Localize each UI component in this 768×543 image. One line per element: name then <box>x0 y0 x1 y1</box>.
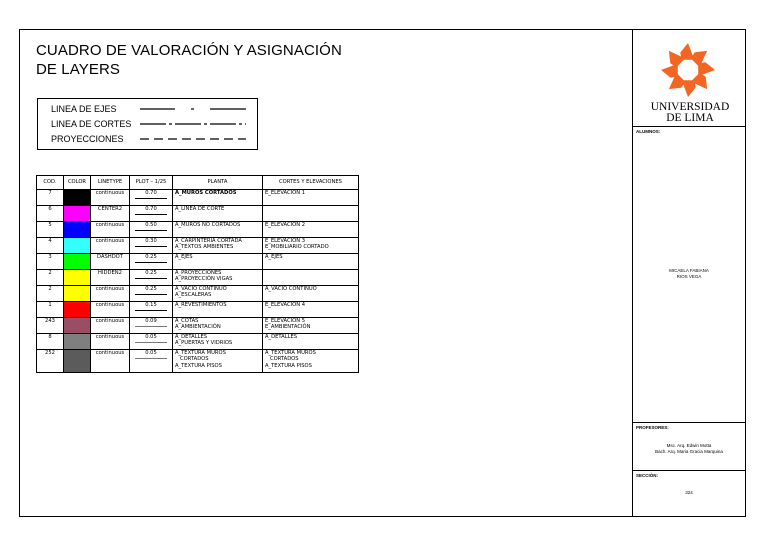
layer-cortes <box>263 206 359 222</box>
layer-color-swatch <box>64 318 91 334</box>
professor-name-line2: Bach. Arq. Maria Gracia Marquina <box>655 449 723 454</box>
layer-cortes <box>263 270 359 286</box>
profesores-label: PROFESORES: <box>636 425 669 430</box>
layer-cortes <box>263 286 359 302</box>
layer-cortes <box>263 334 359 350</box>
layer-planta <box>173 238 263 254</box>
cortes-entry: E_ELEVACIÓN 3 <box>265 238 306 244</box>
layer-planta <box>173 350 263 373</box>
plot-value: 0.15 <box>145 302 157 308</box>
layer-cortes <box>263 318 359 334</box>
legend-label-proyecciones: PROYECCIONES <box>51 134 124 144</box>
layer-code: 7 <box>37 190 64 206</box>
plot-value: 0.70 <box>145 206 157 212</box>
plot-weight-sample <box>135 358 167 359</box>
column-header: COLOR <box>64 176 91 190</box>
layer-color-swatch <box>64 286 91 302</box>
table-row <box>37 302 359 318</box>
cortes-entry: E_ELEVACIÓN 1 <box>265 190 306 196</box>
table-row <box>37 238 359 254</box>
professor-name-line1: Msc. Arq. Edwin Motta <box>666 443 712 448</box>
table-row <box>37 286 359 302</box>
layer-planta <box>173 286 263 302</box>
cortes-entry: A_TEXTURA MUROS <box>265 350 316 356</box>
plot-weight-sample <box>135 310 167 311</box>
title-block <box>632 30 746 516</box>
layer-cortes <box>263 222 359 238</box>
layer-cortes <box>263 254 359 270</box>
layer-linetype: continuous <box>91 286 130 302</box>
plot-weight-sample <box>135 326 167 327</box>
drawing-sheet <box>19 29 746 517</box>
plot-value: 0.25 <box>145 270 157 276</box>
plot-weight-sample <box>135 262 167 263</box>
plot-value: 0.25 <box>145 286 157 292</box>
logo-center <box>681 63 695 77</box>
layer-plot-weight <box>130 350 173 373</box>
table-row <box>37 222 359 238</box>
plot-value: 0.05 <box>145 350 157 356</box>
planta-entry: A_PROYECCIONES <box>175 270 222 276</box>
table-row <box>37 270 359 286</box>
column-header: CORTES Y ELEVACIONES <box>263 176 359 190</box>
layer-planta <box>173 254 263 270</box>
layer-linetype: continuous <box>91 350 130 373</box>
plot-weight-sample <box>135 214 167 215</box>
layer-plot-weight <box>130 302 173 318</box>
layer-code: 5 <box>37 222 64 238</box>
layer-cortes <box>263 350 359 373</box>
planta-entry: A_PUERTAS Y VIDRIOS <box>175 340 233 347</box>
layer-code: 8 <box>37 334 64 350</box>
layer-code: 3 <box>37 254 64 270</box>
cortes-entry: A_DETALLES <box>265 334 298 340</box>
cortes-entry: E_ELEVACIÓN 5 <box>265 318 306 324</box>
seccion-label: SECCIÓN: <box>636 473 659 478</box>
planta-entry: A_DETALLES <box>175 334 208 340</box>
cortes-entry: E_MOBILIARIO CORTADO <box>265 244 329 251</box>
cortes-entry: A_EJES <box>265 254 283 260</box>
layer-linetype: continuous <box>91 302 130 318</box>
planta-entry: A_CARPINTERIA CORTADA <box>175 238 242 244</box>
layer-color-swatch <box>64 302 91 318</box>
planta-entry: A_AMBIENTACIÓN <box>175 324 221 331</box>
cortes-entry: A_TEXTURA PISOS <box>265 362 312 369</box>
cortes-entry: A_VACIO CONTINUO <box>265 286 317 292</box>
planta-entry: A_VACIO CONTINUO <box>175 286 227 292</box>
plot-weight-sample <box>135 230 167 231</box>
planta-entry: A_TEXTURA PISOS <box>175 362 222 369</box>
layer-color-swatch <box>64 238 91 254</box>
layer-cortes <box>263 238 359 254</box>
layer-linetype: DASHDOT <box>91 254 130 270</box>
linetype-legend <box>37 98 258 150</box>
planta-entry: A_COTAS <box>175 318 199 324</box>
cortes-entry: CORTADOS <box>265 356 299 363</box>
plot-weight-sample <box>135 342 167 343</box>
university-name-line2: DE LIMA <box>666 112 714 124</box>
cortes-entry: E_ELEVACIÓN 2 <box>265 222 306 228</box>
layer-planta <box>173 302 263 318</box>
student-name-line1: MICAELA FABIANA <box>669 268 709 273</box>
layer-code: 1 <box>37 302 64 318</box>
alumnos-label: ALUMNOS: <box>636 129 661 134</box>
page-title: CUADRO DE VALORACIÓN Y ASIGNACIÓN DE LAYERS <box>36 42 342 78</box>
layer-plot-weight <box>130 334 173 350</box>
layer-code: 2 <box>37 286 64 302</box>
table-row <box>37 334 359 350</box>
layer-planta <box>173 206 263 222</box>
planta-entry: A_ESCALERAS <box>175 292 212 299</box>
planta-entry: A_TEXTURA MUROS <box>175 350 226 356</box>
layer-linetype: continuous <box>91 238 130 254</box>
layer-plot-weight <box>130 254 173 270</box>
plot-value: 0.05 <box>145 334 157 340</box>
layer-plot-weight <box>130 286 173 302</box>
layer-plot-weight <box>130 238 173 254</box>
table-header-row <box>37 176 359 190</box>
section-value: 324 <box>685 490 693 495</box>
layer-linetype: continuous <box>91 334 130 350</box>
legend-line-samples <box>138 99 253 151</box>
plot-value: 0.25 <box>145 254 157 260</box>
layer-code: 6 <box>37 206 64 222</box>
legend-label-cortes: LINEA DE CORTES <box>51 119 132 129</box>
layer-plot-weight <box>130 318 173 334</box>
planta-entry: A_MUROS NO CORTADOS <box>175 222 241 228</box>
legend-label-ejes: LINEA DE EJES <box>51 104 117 114</box>
layer-color-swatch <box>64 222 91 238</box>
layer-linetype: CENTER2 <box>91 206 130 222</box>
university-name-line1: UNIVERSIDAD <box>650 101 730 113</box>
column-header: LINETYPE <box>91 176 130 190</box>
table-row <box>37 206 359 222</box>
student-name-line2: RIOS VEGA <box>676 274 702 279</box>
layer-color-swatch <box>64 206 91 222</box>
layer-planta <box>173 190 263 206</box>
layer-planta <box>173 318 263 334</box>
column-header: PLOT – 1/25 <box>130 176 173 190</box>
plot-value: 0.70 <box>145 190 157 196</box>
layer-code: 2 <box>37 270 64 286</box>
layer-color-swatch <box>64 350 91 373</box>
table-row <box>37 190 359 206</box>
layer-color-swatch <box>64 270 91 286</box>
plot-weight-sample <box>135 278 167 279</box>
column-header: COD. <box>37 176 64 190</box>
column-header: PLANTA <box>173 176 263 190</box>
planta-entry: A_LINEA DE CORTE <box>175 206 225 212</box>
layer-linetype: continuous <box>91 190 130 206</box>
university-star-logo <box>658 40 718 100</box>
planta-entry: A_REVESTIMIENTOS <box>175 302 227 308</box>
table-row <box>37 350 359 373</box>
layer-linetype: continuous <box>91 318 130 334</box>
layer-linetype: continuous <box>91 222 130 238</box>
layer-code: 243 <box>37 318 64 334</box>
plot-weight-sample <box>135 198 167 199</box>
layer-color-swatch <box>64 254 91 270</box>
cortes-entry: E_ELEVACIÓN 4 <box>265 302 306 308</box>
layer-planta <box>173 222 263 238</box>
layer-color-swatch <box>64 334 91 350</box>
layer-cortes <box>263 190 359 206</box>
planta-entry: A_EJES <box>175 254 193 260</box>
layer-planta <box>173 334 263 350</box>
divider <box>633 470 745 471</box>
plot-value: 0.50 <box>145 222 157 228</box>
plot-value: 0.09 <box>145 318 157 324</box>
layer-cortes <box>263 302 359 318</box>
plot-weight-sample <box>135 294 167 295</box>
layer-planta <box>173 270 263 286</box>
table-row <box>37 318 359 334</box>
layer-plot-weight <box>130 222 173 238</box>
planta-entry: A_PROYECCIÓN VIGAS <box>175 276 233 283</box>
planta-entry: CORTADOS <box>175 356 209 363</box>
layer-code: 4 <box>37 238 64 254</box>
layer-plot-weight <box>130 270 173 286</box>
plot-value: 0.30 <box>145 238 157 244</box>
divider <box>633 126 745 127</box>
layer-table <box>36 175 359 373</box>
plot-weight-sample <box>135 246 167 247</box>
divider <box>633 422 745 423</box>
layer-plot-weight <box>130 190 173 206</box>
planta-entry: A_TEXTOS AMBIENTES <box>175 244 234 251</box>
layer-linetype: HIDDEN2 <box>91 270 130 286</box>
cortes-entry: E_AMBIENTACIÓN <box>265 324 311 331</box>
layer-color-swatch <box>64 190 91 206</box>
table-row <box>37 254 359 270</box>
planta-entry: A_MUROS CORTADOS <box>175 190 237 196</box>
layer-plot-weight <box>130 206 173 222</box>
layer-code: 252 <box>37 350 64 373</box>
